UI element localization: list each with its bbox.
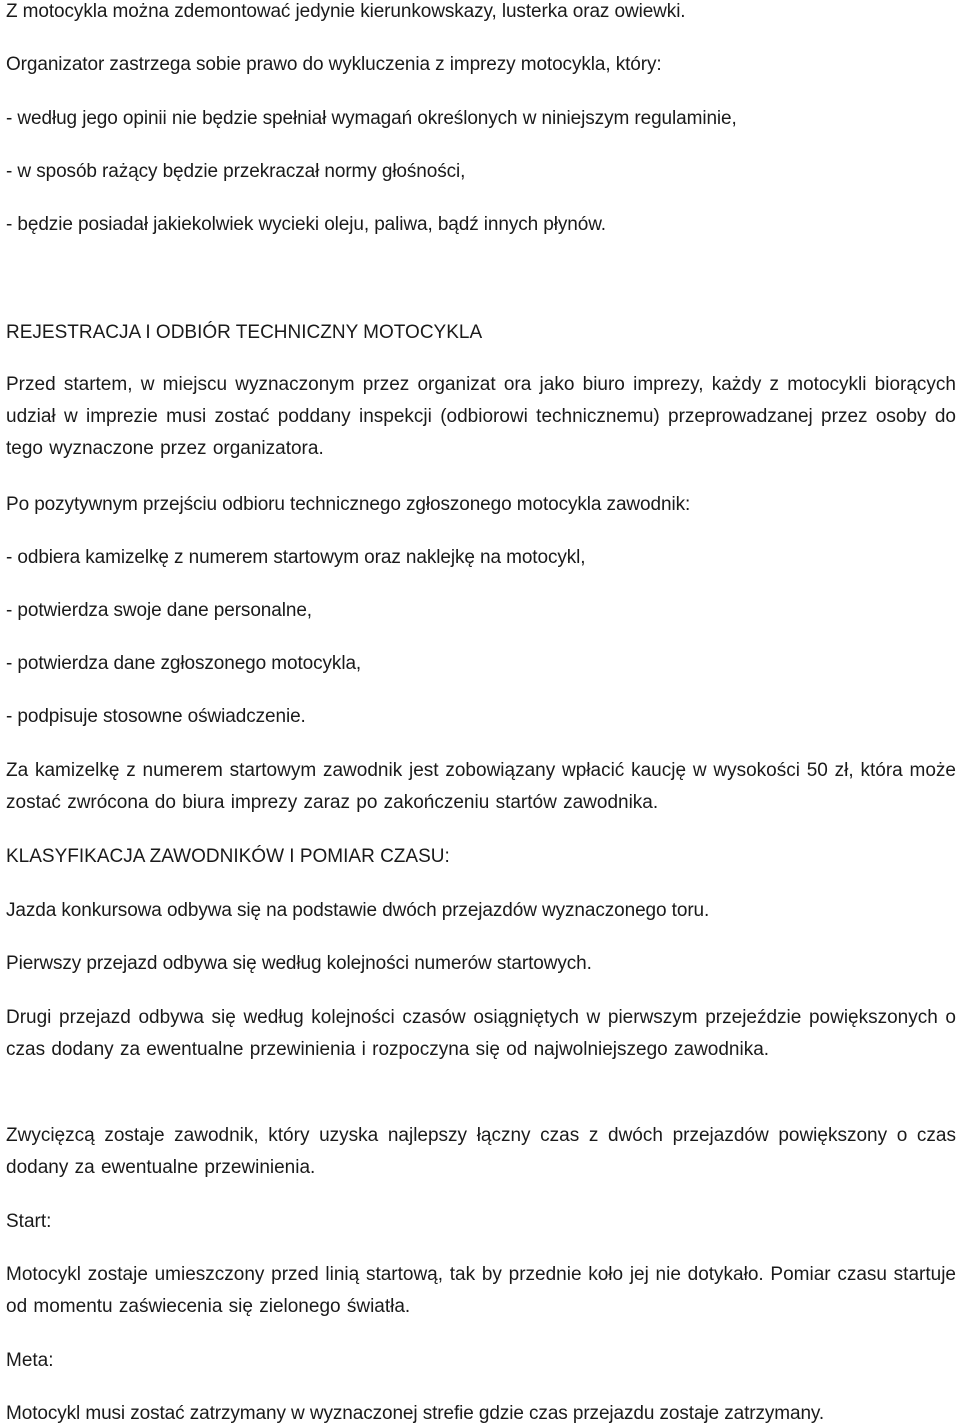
text-line: Po pozytywnym przejściu odbioru technicznego zgłoszonego motocykla zawodnik: xyxy=(6,494,691,515)
section-heading: REJESTRACJA I ODBIÓR TECHNICZNY MOTOCYKLA xyxy=(6,322,483,343)
text-line: Motocykl musi zostać zatrzymany w wyznaczonej strefie gdzie czas przejazdu zostaje zatrzymany. xyxy=(6,1403,825,1424)
list-item: - potwierdza dane zgłoszonego motocykla, xyxy=(6,653,362,674)
list-item: - odbiera kamizelkę z numerem startowym oraz naklejkę na motocykl, xyxy=(6,547,586,568)
section-label: Start: xyxy=(6,1211,52,1232)
paragraph: Zwycięzcą zostaje zawodnik, który uzyska najlepszy łączny czas z dwóch przejazdów powiększony o czas dodany za ewentualne przewinienia. xyxy=(6,1125,956,1178)
list-item: - w sposób rażący będzie przekraczał normy głośności, xyxy=(6,161,466,182)
paragraph: Drugi przejazd odbywa się według kolejności czasów osiągniętych w pierwszym przejeździe powiększonych o czas dodany za ewentualne przewinienia i rozpoczyna się od najwolniejszego zawodnika. xyxy=(6,1007,956,1060)
section-heading: KLASYFIKACJA ZAWODNIKÓW I POMIAR CZASU: xyxy=(6,846,450,867)
paragraph: Przed startem, w miejscu wyznaczonym przez organizat ora jako biuro imprezy, każdy z motocykli biorących udział w imprezie musi zostać poddany inspekcji (odbiorowi technicznemu) przeprowadzanej przez osoby do tego wyznaczone przez organizatora. xyxy=(6,374,956,459)
list-item: - będzie posiadał jakiekolwiek wycieki oleju, paliwa, bądź innych płynów. xyxy=(6,214,606,235)
text-line: Z motocykla można zdemontować jedynie kierunkowskazy, lusterka oraz owiewki. xyxy=(6,1,686,22)
text-line: Jazda konkursowa odbywa się na podstawie dwóch przejazdów wyznaczonego toru. xyxy=(6,900,710,921)
text-line: Pierwszy przejazd odbywa się według kolejności numerów startowych. xyxy=(6,953,592,974)
list-item: - według jego opinii nie będzie spełniał wymagań określonych w niniejszym regulaminie, xyxy=(6,108,737,129)
paragraph: Motocykl zostaje umieszczony przed linią startową, tak by przednie koło jej nie dotykało. Pomiar czasu startuje od momentu zaświecenia się zielonego światła. xyxy=(6,1264,956,1317)
list-item: - potwierdza swoje dane personalne, xyxy=(6,600,312,621)
list-item: - podpisuje stosowne oświadczenie. xyxy=(6,706,306,727)
paragraph: Za kamizelkę z numerem startowym zawodnik jest zobowiązany wpłacić kaucję w wysokości 50 zł, która może zostać zwrócona do biura imprezy zaraz po zakończeniu startów zawodnika. xyxy=(6,760,956,813)
text-line: Organizator zastrzega sobie prawo do wykluczenia z imprezy motocykla, który: xyxy=(6,54,662,75)
section-label: Meta: xyxy=(6,1350,54,1371)
